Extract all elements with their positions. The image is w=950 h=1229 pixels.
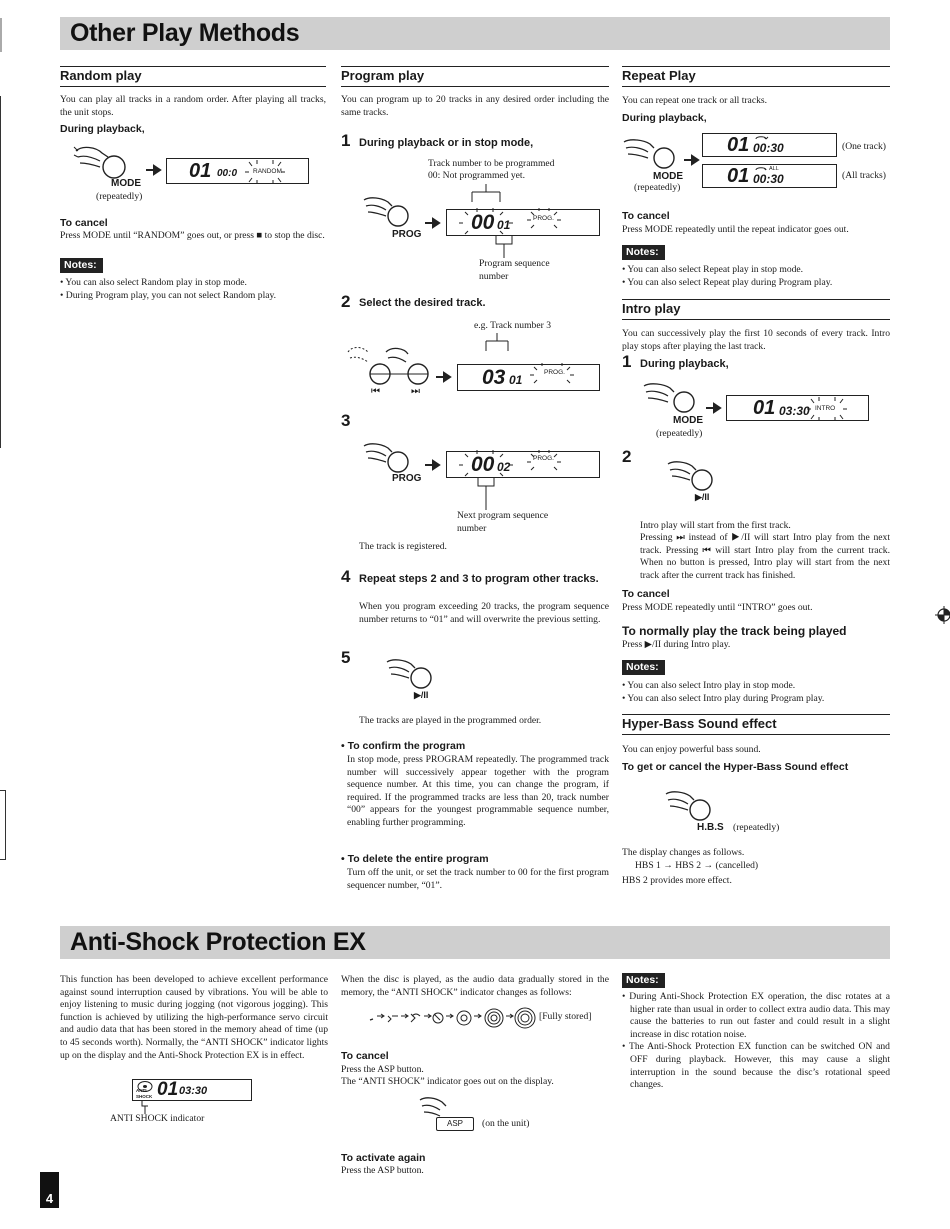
lcd-prog-indicator: PROG. bbox=[533, 215, 554, 222]
arrow-right-icon bbox=[684, 155, 700, 165]
intro-pressing bbox=[640, 532, 890, 582]
hand-pressing-icon bbox=[666, 458, 716, 494]
registered-text: The track is registered. bbox=[359, 541, 447, 552]
step-number: 3 bbox=[341, 411, 351, 430]
program-lcd-1 bbox=[446, 209, 600, 236]
repeatedly-label: (repeatedly) bbox=[634, 182, 681, 193]
lcd-time: 00:0 bbox=[217, 168, 238, 179]
confirm-body-text: In stop mode, press PROGRAM repeatedly. The programmed track number will successively appear together with the program sequence number. At this time, you can change the program, if required. If the programmed tracks are less than 20, track number “00” appears for the youngest programmable sequence number, enabling further programming. bbox=[347, 754, 609, 828]
blink-rays-icon bbox=[807, 396, 847, 422]
step-number: 1 bbox=[341, 131, 351, 150]
repeat-cancel-text: Press MODE repeatedly until the repeat indicator goes out. bbox=[622, 224, 849, 235]
callout-bracket bbox=[484, 333, 510, 353]
step-number: 5 bbox=[341, 648, 351, 667]
random-intro bbox=[60, 94, 326, 119]
play-pause-label: ▶/II bbox=[414, 690, 429, 700]
lcd-anti-label: ANTI bbox=[136, 1088, 147, 1093]
banner-title: Other Play Methods bbox=[70, 19, 300, 47]
asp-button bbox=[436, 1117, 474, 1131]
repeatedly-label: (repeatedly) bbox=[96, 191, 143, 202]
heading-text: Random play bbox=[60, 68, 142, 83]
step-text: During playback or in stop mode, bbox=[359, 137, 534, 149]
intro-cancel-title: To cancel bbox=[622, 588, 670, 600]
note-item: • You can also select Repeat play during Program play. bbox=[622, 276, 833, 288]
antishock-col1-text: This function has been developed to achieve excellent performance against sound interruption caused by vibrations. You will be able to enjoy listening to music during jogging (not vigorous jogging). This function is achieved by utilizing the high-performance servo circuit and audio data that has been stored in the memory ahead of time (up to 45 seconds worth). Normally, the “ANTI SHOCK” indicator lights up on the display and the Anti-Shock Protection EX is in effect. bbox=[60, 974, 328, 1061]
confirm-body bbox=[347, 754, 609, 830]
note-item: • You can also select Intro play in stop mode. bbox=[622, 680, 796, 691]
lcd-all-indicator: ALL bbox=[769, 166, 779, 172]
repeatedly-label: (repeatedly) bbox=[733, 822, 780, 833]
on-unit-label: (on the unit) bbox=[482, 1118, 530, 1129]
lcd-seq-number: 01 bbox=[509, 373, 523, 387]
skip-buttons-hand-icon bbox=[346, 342, 436, 388]
intro-cancel-text: Press MODE repeatedly until “INTRO” goes out. bbox=[622, 602, 813, 613]
intro-notes-list bbox=[622, 680, 890, 705]
step4-body-text: When you program exceeding 20 tracks, the program sequence number returns to “01” and will overwrite the previous setting. bbox=[359, 601, 609, 625]
banner-title: Anti-Shock Protection EX bbox=[70, 928, 366, 956]
asp-button-label: ASP bbox=[446, 1119, 463, 1128]
intro-intro bbox=[622, 328, 890, 353]
lcd-time: 00:30 bbox=[753, 141, 784, 155]
hbs-more: HBS 2 provides more effect. bbox=[622, 875, 732, 886]
lcd-time: 03:30 bbox=[779, 404, 810, 418]
program-play-heading bbox=[341, 66, 609, 87]
hand-pressing-icon bbox=[72, 143, 128, 183]
repeat-lcd-all bbox=[702, 164, 837, 188]
hbs-sequence: HBS 1 → HBS 2 → (cancelled) bbox=[635, 860, 759, 871]
note-item: • You can also select Intro play during Program play. bbox=[622, 692, 825, 704]
step-number: 1 bbox=[622, 352, 632, 371]
callout-track: Track number to be programmed bbox=[428, 158, 555, 169]
random-play-heading bbox=[60, 66, 326, 87]
delete-title: • To delete the entire program bbox=[341, 853, 489, 865]
blink-rays-icon bbox=[457, 206, 587, 240]
note-text: You can also select Intro play in stop mode. bbox=[627, 680, 796, 691]
heading-text: Hyper-Bass Sound effect bbox=[622, 716, 777, 731]
lcd-track-number: 01 bbox=[727, 134, 750, 156]
lcd-track-number: 01 bbox=[157, 1079, 179, 1100]
step-number: 2 bbox=[341, 292, 351, 311]
hand-pressing-icon bbox=[362, 440, 412, 476]
indicator-label: ANTI SHOCK indicator bbox=[110, 1113, 205, 1124]
repeatedly-label: (repeatedly) bbox=[656, 428, 703, 439]
lcd-intro-indicator: INTRO bbox=[815, 405, 836, 412]
hbs-sub: To get or cancel the Hyper-Bass Sound effect bbox=[622, 761, 849, 773]
intro-intro-text: You can successively play the first 10 seconds of every track. Intro play stops after playing the last track. bbox=[622, 328, 890, 352]
fully-stored-label: [Fully stored] bbox=[539, 1011, 592, 1022]
repeat-indicator-icon bbox=[755, 135, 767, 143]
repeat-intro: You can repeat one track or all tracks. bbox=[622, 95, 768, 106]
repeat-notes-list bbox=[622, 264, 890, 289]
step-text: During playback, bbox=[640, 358, 729, 370]
intro-normal-text: Press ▶/II during Intro play. bbox=[622, 639, 731, 650]
lcd-shock-label: SHOCK bbox=[136, 1094, 153, 1099]
intro-lcd bbox=[726, 395, 869, 421]
heading-text: Intro play bbox=[622, 301, 681, 316]
program-intro-text: You can program up to 20 tracks in any desired order including the same tracks. bbox=[341, 94, 609, 118]
hbs-button-label: H.B.S bbox=[697, 822, 724, 833]
antishock-col1 bbox=[60, 974, 328, 1062]
program-intro bbox=[341, 94, 609, 119]
arrow-right-icon bbox=[706, 403, 722, 413]
note-text: You can also select Repeat play in stop mode. bbox=[627, 264, 804, 275]
lcd-time: 00:30 bbox=[753, 172, 784, 186]
callout-seq: Program sequence number bbox=[479, 258, 550, 282]
step-number: 4 bbox=[341, 567, 351, 586]
eg-track: e.g. Track number 3 bbox=[474, 320, 552, 331]
section-banner bbox=[60, 17, 890, 50]
repeat-notes-tag: Notes: bbox=[622, 245, 665, 260]
repeat-cancel-title: To cancel bbox=[622, 210, 670, 222]
callout-notprog: 00: Not programmed yet. bbox=[428, 170, 525, 181]
lcd-seq-number: 01 bbox=[497, 218, 511, 232]
hand-pressing-icon bbox=[622, 136, 678, 172]
hbs-intro: You can enjoy powerful bass sound. bbox=[622, 744, 761, 755]
blink-rays-icon bbox=[530, 361, 574, 391]
margin-rule bbox=[0, 18, 2, 52]
random-notes-list bbox=[60, 277, 330, 302]
note-text: You can also select Intro play during Program play. bbox=[627, 692, 825, 704]
random-intro-text: You can play all tracks in a random order. After playing all tracks, the unit stops. bbox=[60, 94, 326, 118]
lcd-prog-indicator: PROG. bbox=[533, 455, 554, 462]
prog-button-label: PROG bbox=[392, 473, 422, 484]
activate-title: To activate again bbox=[341, 1152, 426, 1164]
confirm-title: • To confirm the program bbox=[341, 740, 466, 752]
section-banner bbox=[60, 926, 890, 959]
callout-bracket bbox=[466, 184, 506, 204]
callout-line bbox=[140, 1100, 150, 1114]
arrow-right-icon bbox=[425, 218, 441, 228]
arrow-right-icon bbox=[436, 372, 452, 382]
margin-rule bbox=[0, 96, 1, 448]
one-track-label: (One track) bbox=[842, 141, 886, 152]
delete-body bbox=[347, 867, 609, 892]
antishock-notes-tag: Notes: bbox=[622, 973, 665, 988]
arrow-right-icon bbox=[425, 460, 441, 470]
antishock-cancel-line1: Press the ASP button. bbox=[341, 1064, 424, 1075]
step-number: 2 bbox=[622, 447, 632, 466]
note-item: • You can also select Repeat play in stop mode. bbox=[622, 264, 804, 275]
arrow-right-icon bbox=[146, 165, 162, 175]
blink-rays-icon bbox=[457, 448, 587, 482]
mode-button-label: MODE bbox=[111, 178, 141, 189]
lcd-random-indicator: RANDOM bbox=[253, 168, 282, 175]
blink-rays-icon bbox=[245, 159, 285, 185]
note-item: • During Program play, you can not select Random play. bbox=[60, 289, 277, 301]
heading-text: Program play bbox=[341, 68, 425, 83]
intro-play-heading bbox=[622, 299, 890, 320]
antishock-cancel-title: To cancel bbox=[341, 1050, 389, 1062]
page-number: 4 bbox=[40, 1172, 59, 1208]
lcd-time: 03:30 bbox=[179, 1085, 208, 1097]
note-text: The Anti-Shock Protection EX function can be switched ON and OFF during playback. However, this may cause a slight interruption in the sound because the disc’s rotational speed changes. bbox=[628, 1041, 890, 1091]
note-text: During Program play, you can not select Random play. bbox=[65, 289, 277, 301]
antishock-col2 bbox=[341, 974, 609, 999]
registration-mark-icon bbox=[935, 606, 950, 624]
antishock-col2-text: When the disc is played, as the audio data gradually stored in the memory, the “ANTI SHOCK” indicator changes as follows: bbox=[341, 974, 609, 998]
step-text: Select the desired track. bbox=[359, 297, 486, 309]
callout-next: Next program sequence number bbox=[457, 510, 549, 534]
intro-normal-title: To normally play the track being played bbox=[622, 624, 847, 638]
step-text: Repeat steps 2 and 3 to program other tracks. bbox=[359, 573, 599, 585]
random-lcd bbox=[166, 158, 309, 184]
callout-bracket bbox=[476, 478, 496, 510]
random-cancel-text: Press MODE until “RANDOM” goes out, or press ■ to stop the disc. bbox=[60, 230, 325, 241]
repeat-play-heading bbox=[622, 66, 890, 87]
hand-pressing-icon bbox=[385, 656, 435, 692]
repeat-during: During playback, bbox=[622, 112, 707, 124]
note-text: You can also select Random play in stop mode. bbox=[65, 277, 247, 288]
random-cancel-title: To cancel bbox=[60, 217, 108, 229]
hand-pressing-icon bbox=[362, 194, 412, 230]
mode-button-label: MODE bbox=[673, 415, 703, 426]
lcd-track-number: 01 bbox=[753, 397, 776, 419]
random-notes-tag: Notes: bbox=[60, 258, 103, 273]
hbs-heading bbox=[622, 714, 890, 735]
intro-notes-tag: Notes: bbox=[622, 660, 665, 675]
hbs-changes: The display changes as follows. bbox=[622, 847, 745, 858]
prev-icon: ⏮ bbox=[371, 386, 380, 397]
anti-shock-progress-icon bbox=[368, 1006, 538, 1032]
lcd-track-number: 00 bbox=[471, 453, 495, 476]
note-text: During Anti-Shock Protection EX operation, the disc rotates at a higher rate than usual in order to collect extra audio data. This may cause the batteries to run out faster and could result in a slight increase in disc rotation noise. bbox=[629, 991, 891, 1040]
antishock-cancel-line2: The “ANTI SHOCK” indicator goes out on the display. bbox=[341, 1076, 554, 1087]
program-lcd-3 bbox=[446, 451, 600, 478]
antishock-notes-list bbox=[622, 991, 890, 1092]
play-pause-label: ▶/II bbox=[695, 492, 710, 502]
step4-body bbox=[359, 601, 609, 626]
delete-body-text: Turn off the unit, or set the track number to 00 for the first program sequencer number, “01”. bbox=[347, 867, 609, 891]
note-item: • You can also select Random play in stop mode. bbox=[60, 277, 247, 288]
played-text: The tracks are played in the programmed order. bbox=[359, 715, 542, 726]
repeat-lcd-one bbox=[702, 133, 837, 157]
lcd-track-number: 03 bbox=[482, 366, 506, 389]
repeat-indicator-icon bbox=[755, 166, 767, 174]
heading-text: Repeat Play bbox=[622, 68, 696, 83]
mode-button-label: MODE bbox=[653, 171, 683, 182]
next-icon: ⏭ bbox=[411, 386, 420, 397]
lcd-track-number: 01 bbox=[727, 165, 750, 187]
activate-text: Press the ASP button. bbox=[341, 1165, 424, 1176]
lcd-seq-number: 02 bbox=[497, 460, 511, 474]
lcd-track-number: 01 bbox=[189, 160, 212, 182]
all-tracks-label: (All tracks) bbox=[842, 170, 886, 181]
lcd-prog-indicator: PROG. bbox=[544, 369, 565, 376]
random-during: During playback, bbox=[60, 123, 145, 135]
note-item: • During Anti-Shock Protection EX operation, the disc rotates at a higher rate than usual in order to collect extra audio data. This may cause the batteries to run out faster and could result in a slight increase in disc rotation noise. bbox=[622, 991, 891, 1040]
hand-pressing-icon bbox=[642, 380, 698, 416]
callout-bracket bbox=[494, 236, 514, 258]
hand-pressing-icon bbox=[664, 788, 714, 824]
intro-pressing-text: Pressing ⏭ instead of ▶/II will start Intro play from the next track. Pressing ⏮ will start Intro play from the current track. When no button is pressed, Intro play will start from the next track after the current track has finished. bbox=[640, 532, 890, 581]
program-lcd-2 bbox=[457, 364, 600, 391]
prog-button-label: PROG bbox=[392, 229, 422, 240]
intro-start-text: Intro play will start from the first track. bbox=[640, 520, 791, 531]
margin-rule bbox=[0, 790, 6, 860]
note-item: • The Anti-Shock Protection EX function can be switched ON and OFF during playback. However, this may cause a slight interruption in the sound because the disc’s rotational speed changes. bbox=[622, 1041, 890, 1091]
antishock-lcd bbox=[132, 1079, 252, 1101]
lcd-track-number: 00 bbox=[471, 211, 495, 234]
note-text: You can also select Repeat play during Program play. bbox=[627, 276, 833, 288]
